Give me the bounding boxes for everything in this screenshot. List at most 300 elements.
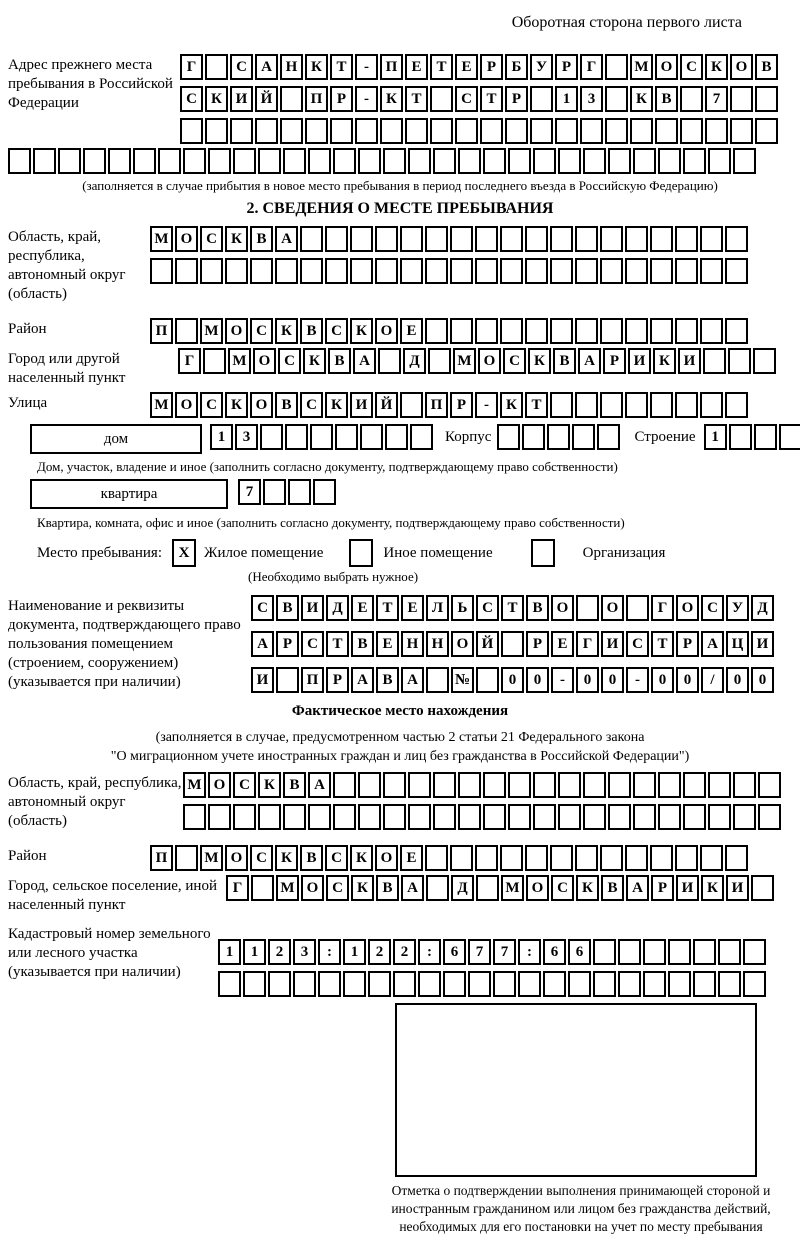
char-box[interactable]: М (276, 875, 299, 901)
char-box[interactable] (643, 971, 666, 997)
char-box[interactable] (358, 772, 381, 798)
char-box[interactable]: К (630, 86, 653, 112)
char-box[interactable] (550, 318, 573, 344)
char-box[interactable]: В (328, 348, 351, 374)
char-box[interactable] (108, 148, 131, 174)
char-box[interactable] (308, 148, 331, 174)
char-box[interactable] (754, 424, 777, 450)
char-box[interactable]: М (183, 772, 206, 798)
char-box[interactable] (425, 845, 448, 871)
char-box[interactable] (533, 772, 556, 798)
char-box[interactable] (550, 226, 573, 252)
char-box[interactable] (400, 392, 423, 418)
char-box[interactable]: 0 (651, 667, 674, 693)
char-box[interactable]: М (200, 318, 223, 344)
char-box[interactable]: К (351, 875, 374, 901)
char-box[interactable] (318, 971, 341, 997)
char-box[interactable]: Й (255, 86, 278, 112)
char-box[interactable] (410, 424, 433, 450)
char-box[interactable] (283, 148, 306, 174)
char-box[interactable] (668, 939, 691, 965)
char-box[interactable] (375, 258, 398, 284)
char-box[interactable]: А (578, 348, 601, 374)
char-box[interactable] (693, 939, 716, 965)
char-box[interactable]: Н (401, 631, 424, 657)
char-box[interactable]: Е (405, 54, 428, 80)
char-box[interactable] (355, 118, 378, 144)
char-box[interactable] (700, 392, 723, 418)
char-box[interactable] (633, 804, 656, 830)
char-box[interactable] (368, 971, 391, 997)
char-box[interactable] (680, 118, 703, 144)
char-box[interactable]: Р (603, 348, 626, 374)
char-box[interactable]: 1 (243, 939, 266, 965)
char-box[interactable]: А (255, 54, 278, 80)
char-box[interactable]: П (380, 54, 403, 80)
char-box[interactable]: О (301, 875, 324, 901)
char-box[interactable]: В (601, 875, 624, 901)
char-box[interactable] (730, 86, 753, 112)
char-box[interactable]: С (200, 392, 223, 418)
char-box[interactable] (650, 258, 673, 284)
char-box[interactable]: С (233, 772, 256, 798)
char-box[interactable] (425, 258, 448, 284)
char-box[interactable] (733, 148, 756, 174)
char-box[interactable]: О (676, 595, 699, 621)
char-box[interactable]: К (350, 318, 373, 344)
char-box[interactable]: К (205, 86, 228, 112)
char-box[interactable] (208, 804, 231, 830)
char-box[interactable]: В (300, 845, 323, 871)
char-box[interactable] (203, 348, 226, 374)
char-box[interactable] (718, 939, 741, 965)
char-box[interactable]: Т (376, 595, 399, 621)
char-box[interactable] (555, 118, 578, 144)
char-box[interactable]: 7 (705, 86, 728, 112)
char-box[interactable] (705, 118, 728, 144)
char-box[interactable]: 0 (676, 667, 699, 693)
char-box[interactable] (408, 804, 431, 830)
char-box[interactable]: 6 (443, 939, 466, 965)
char-box[interactable]: О (250, 392, 273, 418)
checkbox-inoe-pomeshchenie[interactable] (349, 539, 373, 567)
char-box[interactable] (183, 148, 206, 174)
char-box[interactable]: К (500, 392, 523, 418)
char-box[interactable] (497, 424, 520, 450)
char-box[interactable]: 1 (343, 939, 366, 965)
char-box[interactable] (258, 804, 281, 830)
char-box[interactable]: Е (401, 595, 424, 621)
char-box[interactable] (175, 845, 198, 871)
char-box[interactable] (558, 148, 581, 174)
char-box[interactable]: Р (555, 54, 578, 80)
char-box[interactable] (375, 226, 398, 252)
char-box[interactable] (230, 118, 253, 144)
char-box[interactable]: О (730, 54, 753, 80)
char-box[interactable]: С (503, 348, 526, 374)
char-box[interactable]: К (350, 845, 373, 871)
char-box[interactable]: А (308, 772, 331, 798)
char-box[interactable]: В (755, 54, 778, 80)
char-box[interactable] (400, 258, 423, 284)
char-box[interactable] (258, 148, 281, 174)
char-box[interactable] (633, 772, 656, 798)
char-box[interactable] (625, 845, 648, 871)
char-box[interactable] (180, 118, 203, 144)
char-box[interactable] (251, 875, 274, 901)
char-box[interactable] (325, 226, 348, 252)
char-box[interactable]: № (451, 667, 474, 693)
char-box[interactable] (558, 772, 581, 798)
char-box[interactable] (650, 318, 673, 344)
char-box[interactable] (700, 258, 723, 284)
char-box[interactable]: В (276, 595, 299, 621)
char-box[interactable] (408, 148, 431, 174)
char-box[interactable] (650, 392, 673, 418)
char-box[interactable]: К (225, 392, 248, 418)
char-box[interactable]: И (726, 875, 749, 901)
char-box[interactable]: К (705, 54, 728, 80)
char-box[interactable]: П (150, 845, 173, 871)
char-box[interactable] (650, 845, 673, 871)
char-box[interactable] (733, 804, 756, 830)
char-box[interactable] (458, 148, 481, 174)
char-box[interactable] (700, 318, 723, 344)
char-box[interactable]: Е (400, 318, 423, 344)
char-box[interactable]: М (150, 226, 173, 252)
char-box[interactable]: М (453, 348, 476, 374)
char-box[interactable] (580, 118, 603, 144)
char-box[interactable]: В (275, 392, 298, 418)
char-box[interactable] (650, 226, 673, 252)
char-box[interactable] (626, 595, 649, 621)
char-box[interactable] (358, 148, 381, 174)
checkbox-zhiloe-pomeshchenie[interactable]: X (172, 539, 196, 567)
char-box[interactable] (225, 258, 248, 284)
char-box[interactable] (508, 772, 531, 798)
char-box[interactable]: : (318, 939, 341, 965)
char-box[interactable]: В (553, 348, 576, 374)
char-box[interactable] (350, 258, 373, 284)
char-box[interactable]: И (251, 667, 274, 693)
char-box[interactable] (675, 318, 698, 344)
char-box[interactable]: С (300, 392, 323, 418)
char-box[interactable]: С (455, 86, 478, 112)
char-box[interactable]: О (375, 845, 398, 871)
char-box[interactable] (333, 772, 356, 798)
char-box[interactable] (8, 148, 31, 174)
char-box[interactable] (575, 392, 598, 418)
char-box[interactable]: Т (330, 54, 353, 80)
char-box[interactable] (525, 318, 548, 344)
char-box[interactable] (643, 939, 666, 965)
char-box[interactable]: Т (326, 631, 349, 657)
char-box[interactable] (58, 148, 81, 174)
char-box[interactable]: И (230, 86, 253, 112)
char-box[interactable]: К (653, 348, 676, 374)
char-box[interactable] (618, 971, 641, 997)
char-box[interactable]: О (253, 348, 276, 374)
char-box[interactable] (205, 118, 228, 144)
char-box[interactable]: М (630, 54, 653, 80)
char-box[interactable]: К (325, 392, 348, 418)
char-box[interactable] (183, 804, 206, 830)
char-box[interactable] (583, 772, 606, 798)
char-box[interactable]: Й (375, 392, 398, 418)
char-box[interactable]: Г (651, 595, 674, 621)
char-box[interactable]: М (200, 845, 223, 871)
char-box[interactable] (426, 875, 449, 901)
char-box[interactable] (305, 118, 328, 144)
checkbox-organizatsiya[interactable] (531, 539, 555, 567)
char-box[interactable] (493, 971, 516, 997)
char-box[interactable] (533, 804, 556, 830)
char-box[interactable] (608, 148, 631, 174)
char-box[interactable] (433, 148, 456, 174)
char-box[interactable] (525, 226, 548, 252)
char-box[interactable]: А (251, 631, 274, 657)
char-box[interactable]: И (676, 875, 699, 901)
char-box[interactable]: И (678, 348, 701, 374)
char-box[interactable] (233, 148, 256, 174)
char-box[interactable] (743, 971, 766, 997)
char-box[interactable] (550, 392, 573, 418)
char-box[interactable]: - (475, 392, 498, 418)
char-box[interactable] (500, 226, 523, 252)
char-box[interactable]: - (551, 667, 574, 693)
char-box[interactable]: Д (403, 348, 426, 374)
char-box[interactable]: С (250, 845, 273, 871)
char-box[interactable]: Г (178, 348, 201, 374)
char-box[interactable] (605, 54, 628, 80)
char-box[interactable] (428, 348, 451, 374)
char-box[interactable] (333, 148, 356, 174)
char-box[interactable] (450, 318, 473, 344)
char-box[interactable]: П (425, 392, 448, 418)
char-box[interactable]: Р (505, 86, 528, 112)
char-box[interactable]: Т (405, 86, 428, 112)
char-box[interactable]: С (301, 631, 324, 657)
char-box[interactable] (255, 118, 278, 144)
char-box[interactable] (483, 772, 506, 798)
char-box[interactable] (508, 804, 531, 830)
char-box[interactable] (425, 226, 448, 252)
char-box[interactable] (725, 318, 748, 344)
char-box[interactable]: Р (326, 667, 349, 693)
char-box[interactable] (708, 148, 731, 174)
char-box[interactable]: Ь (451, 595, 474, 621)
char-box[interactable] (205, 54, 228, 80)
char-box[interactable] (450, 226, 473, 252)
char-box[interactable]: С (250, 318, 273, 344)
char-box[interactable] (675, 226, 698, 252)
char-box[interactable]: Е (351, 595, 374, 621)
char-box[interactable]: 2 (368, 939, 391, 965)
char-box[interactable] (729, 424, 752, 450)
char-box[interactable]: К (701, 875, 724, 901)
char-box[interactable] (675, 392, 698, 418)
char-box[interactable]: Р (526, 631, 549, 657)
char-box[interactable]: В (376, 875, 399, 901)
char-box[interactable] (683, 772, 706, 798)
char-box[interactable]: О (375, 318, 398, 344)
char-box[interactable]: Р (276, 631, 299, 657)
char-box[interactable] (668, 971, 691, 997)
char-box[interactable] (476, 875, 499, 901)
char-box[interactable]: 3 (293, 939, 316, 965)
char-box[interactable]: Д (751, 595, 774, 621)
char-box[interactable] (751, 875, 774, 901)
char-box[interactable] (675, 258, 698, 284)
char-box[interactable] (558, 804, 581, 830)
char-box[interactable] (625, 318, 648, 344)
char-box[interactable]: Ц (726, 631, 749, 657)
char-box[interactable]: О (451, 631, 474, 657)
char-box[interactable] (743, 939, 766, 965)
char-box[interactable] (683, 148, 706, 174)
char-box[interactable] (308, 804, 331, 830)
char-box[interactable] (779, 424, 800, 450)
char-box[interactable]: Е (455, 54, 478, 80)
char-box[interactable]: М (150, 392, 173, 418)
char-box[interactable] (433, 772, 456, 798)
char-box[interactable] (150, 258, 173, 284)
char-box[interactable] (455, 118, 478, 144)
char-box[interactable]: 0 (501, 667, 524, 693)
char-box[interactable]: С (326, 875, 349, 901)
char-box[interactable] (625, 226, 648, 252)
char-box[interactable] (575, 226, 598, 252)
char-box[interactable] (605, 118, 628, 144)
char-box[interactable]: Л (426, 595, 449, 621)
char-box[interactable] (483, 804, 506, 830)
char-box[interactable]: С (325, 845, 348, 871)
char-box[interactable]: 1 (555, 86, 578, 112)
char-box[interactable] (343, 971, 366, 997)
char-box[interactable] (508, 148, 531, 174)
char-box[interactable] (755, 86, 778, 112)
char-box[interactable]: С (200, 226, 223, 252)
char-box[interactable]: С (701, 595, 724, 621)
char-box[interactable] (658, 148, 681, 174)
char-box[interactable] (418, 971, 441, 997)
char-box[interactable]: 7 (493, 939, 516, 965)
char-box[interactable]: К (258, 772, 281, 798)
char-box[interactable] (600, 392, 623, 418)
char-box[interactable] (483, 148, 506, 174)
char-box[interactable] (458, 772, 481, 798)
char-box[interactable] (625, 392, 648, 418)
char-box[interactable] (288, 479, 311, 505)
char-box[interactable] (600, 318, 623, 344)
char-box[interactable] (576, 595, 599, 621)
char-box[interactable]: С (476, 595, 499, 621)
char-box[interactable]: 2 (268, 939, 291, 965)
char-box[interactable]: Е (551, 631, 574, 657)
char-box[interactable]: В (300, 318, 323, 344)
char-box[interactable] (380, 118, 403, 144)
char-box[interactable]: В (283, 772, 306, 798)
char-box[interactable] (480, 118, 503, 144)
char-box[interactable] (550, 845, 573, 871)
char-box[interactable] (525, 845, 548, 871)
char-box[interactable]: Н (280, 54, 303, 80)
char-box[interactable]: Д (326, 595, 349, 621)
char-box[interactable]: И (628, 348, 651, 374)
char-box[interactable] (175, 258, 198, 284)
char-box[interactable]: О (526, 875, 549, 901)
char-box[interactable] (655, 118, 678, 144)
char-box[interactable]: Р (330, 86, 353, 112)
char-box[interactable] (450, 845, 473, 871)
char-box[interactable] (575, 318, 598, 344)
char-box[interactable] (755, 118, 778, 144)
char-box[interactable] (300, 226, 323, 252)
char-box[interactable]: В (250, 226, 273, 252)
char-box[interactable] (475, 845, 498, 871)
char-box[interactable]: В (526, 595, 549, 621)
char-box[interactable] (583, 804, 606, 830)
char-box[interactable]: 0 (576, 667, 599, 693)
char-box[interactable] (383, 772, 406, 798)
char-box[interactable]: Г (180, 54, 203, 80)
char-box[interactable]: 1 (210, 424, 233, 450)
char-box[interactable]: А (626, 875, 649, 901)
char-box[interactable]: Р (651, 875, 674, 901)
char-box[interactable]: 0 (601, 667, 624, 693)
char-box[interactable] (547, 424, 570, 450)
char-box[interactable] (475, 258, 498, 284)
char-box[interactable] (475, 318, 498, 344)
char-box[interactable]: Н (426, 631, 449, 657)
char-box[interactable]: : (418, 939, 441, 965)
char-box[interactable] (33, 148, 56, 174)
char-box[interactable] (500, 318, 523, 344)
char-box[interactable] (718, 971, 741, 997)
char-box[interactable] (476, 667, 499, 693)
char-box[interactable]: М (228, 348, 251, 374)
char-box[interactable] (280, 86, 303, 112)
char-box[interactable] (133, 148, 156, 174)
char-box[interactable]: О (655, 54, 678, 80)
char-box[interactable] (708, 772, 731, 798)
char-box[interactable] (208, 148, 231, 174)
char-box[interactable] (525, 258, 548, 284)
char-box[interactable] (158, 148, 181, 174)
char-box[interactable] (583, 148, 606, 174)
char-box[interactable]: И (751, 631, 774, 657)
char-box[interactable] (605, 86, 628, 112)
char-box[interactable]: В (376, 667, 399, 693)
char-box[interactable] (383, 804, 406, 830)
char-box[interactable] (263, 479, 286, 505)
char-box[interactable]: О (175, 226, 198, 252)
char-box[interactable] (268, 971, 291, 997)
char-box[interactable]: С (278, 348, 301, 374)
char-box[interactable] (725, 845, 748, 871)
char-box[interactable] (733, 772, 756, 798)
char-box[interactable]: А (701, 631, 724, 657)
char-box[interactable] (405, 118, 428, 144)
char-box[interactable]: Т (651, 631, 674, 657)
char-box[interactable] (633, 148, 656, 174)
char-box[interactable] (533, 148, 556, 174)
char-box[interactable] (568, 971, 591, 997)
char-box[interactable] (430, 118, 453, 144)
char-box[interactable] (293, 971, 316, 997)
char-box[interactable] (500, 258, 523, 284)
char-box[interactable] (200, 258, 223, 284)
